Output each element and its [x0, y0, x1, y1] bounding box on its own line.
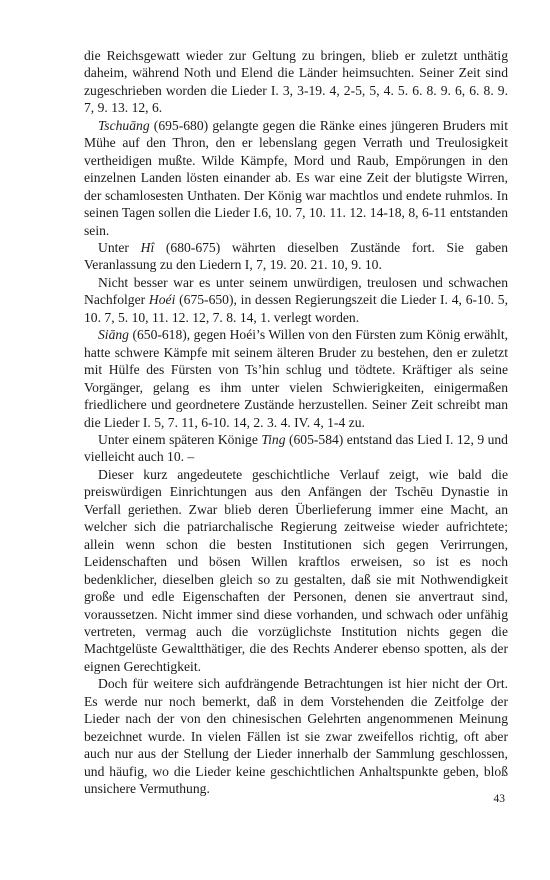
paragraph — [84, 47, 508, 117]
text-run: (695-680) gelangte gegen die Ränke eines jüngeren Bruders mit Mühe auf den Thron, den er lebenslang gegen Verrath und Treulosigkeit vertheidigen mußte. Wilde Kämpfe, Mord und Raub, Empörungen in den einzelnen Landen lösten einander ab. Es war eine Zeit der blutigste Wirren, der schamlosesten Unthaten. Der König war machtlos und endete ruhmlos. In seinen Tagen sollen die Lieder I.6, 10. 7, 10. 11. 12. 14-18, 8, 6-11 entstanden sein. — [84, 117, 508, 238]
paragraph — [84, 274, 508, 326]
text-run: Doch für weitere sich aufdrängende Betrachtungen ist hier nicht der Ort. Es werde nur noch bemerkt, daß in dem Vorstehenden die Zeitfolge der Lieder nach der von den chinesischen Gelehrten angenommenen Meinung bezeichnet wurde. In vielen Fällen ist sie zwar zweifellos richtig, oft aber auch nur aus der Stellung der Lieder innerhalb der Sammlung geschlossen, und häufig, wo die Lieder keine geschichtlichen Anhaltspunkte geben, bloß unsichere Vermuthung. — [84, 676, 508, 797]
italic-name: Tschuāng — [98, 117, 150, 133]
text-run: (650-618), gegen Hoéi’s Willen von den Fürsten zum König erwählt, hatte schwere Kämpfe mit seinem älteren Bruder zu bestehen, den er zuletzt mit Hülfe des Fürsten von Ts’hin schlug und tödtete. Kräftiger als seine Vorgänger, gelang es ihm unter vielen Schwierigkeiten, einigermaßen friedlichere und geordnetere Zustände herzustellen. Seiner Zeit schreibt man die Lieder I. 5, 7. 11, 6-10. 14, 2. 3. 4. IV. 4, 1-4 zu. — [84, 327, 508, 430]
text-run: die Reichsgewatt wieder zur Geltung zu bringen, blieb er zuletzt unthätig daheim, während Noth und Elend die Länder heimsuchten. Seiner Zeit sind zugeschrieben worden die Lieder I. 3, 3-19. 4, 2-5, 5, 4. 5. 6. 8. 9. 6, 6. 8. 9. 7, 9. 13. 12, 6. — [84, 48, 508, 116]
paragraph — [84, 675, 508, 797]
text-run: Unter — [98, 239, 141, 255]
page-text — [84, 47, 508, 797]
paragraph — [84, 466, 508, 675]
italic-name: Siāng — [98, 327, 129, 343]
paragraph — [84, 326, 508, 431]
italic-name: Hoéi — [148, 292, 176, 308]
text-run: (605-584) entstand das Lied I. 12, 9 und vielleicht auch 10. – — [84, 431, 508, 465]
text-run: Dieser kurz angedeutete geschichtliche Verlauf zeigt, wie bald die preiswürdigen Einrichtungen aus den Anfängen der Tschēu Dynastie in Verfall geriethen. Zwar blieb deren Überlieferung immer eine Macht, an welcher sich die patriarchalische Regierung zeitweise wieder aufrichtete; allein wenn schon die besten Institutionen sich gegen Verirrungen, Leidenschaften und bösen Willen kraftlos erweisen, so ist es noch bedenklicher, dieselben gleich so zu gestalten, daß sie mit Nothwendigkeit große und edle Eigenschaften der Personen, denen sie anvertraut sind, voraussetzen. Nicht immer sind diese vorhanden, und schwach oder unfähig vertreten, vermag auch die vorzüglichste Institution nichts gegen die Machtgelüste Gewaltthätiger, die des Rechts Anderer ebenso spotten, als der eignen Gerechtigkeit. — [84, 466, 508, 674]
text-run: (675-650), in dessen Regierungszeit die Lieder I. 4, 6-10. 5, 10. 7, 5. 10, 11. 12. 12, 7. 8. 14, 1. verlegt worden. — [84, 292, 508, 325]
page-number: 43 — [493, 793, 505, 805]
text-run: Nicht besser war es unter seinem unwürdigen, treulosen und schwachen Nachfolger — [84, 274, 508, 308]
text-run: (680-675) währten dieselben Zustände fort. Sie gaben Veranlassung zu den Liedern I, 7, 19. 20. 21. 10, 9. 10. — [84, 239, 509, 273]
italic-name: Ting — [261, 431, 286, 447]
text-run: Unter einem späteren Könige — [98, 431, 262, 447]
paragraph — [84, 239, 508, 274]
paragraph — [84, 117, 508, 239]
italic-name: Hî — [140, 239, 155, 255]
paragraph — [84, 431, 508, 466]
